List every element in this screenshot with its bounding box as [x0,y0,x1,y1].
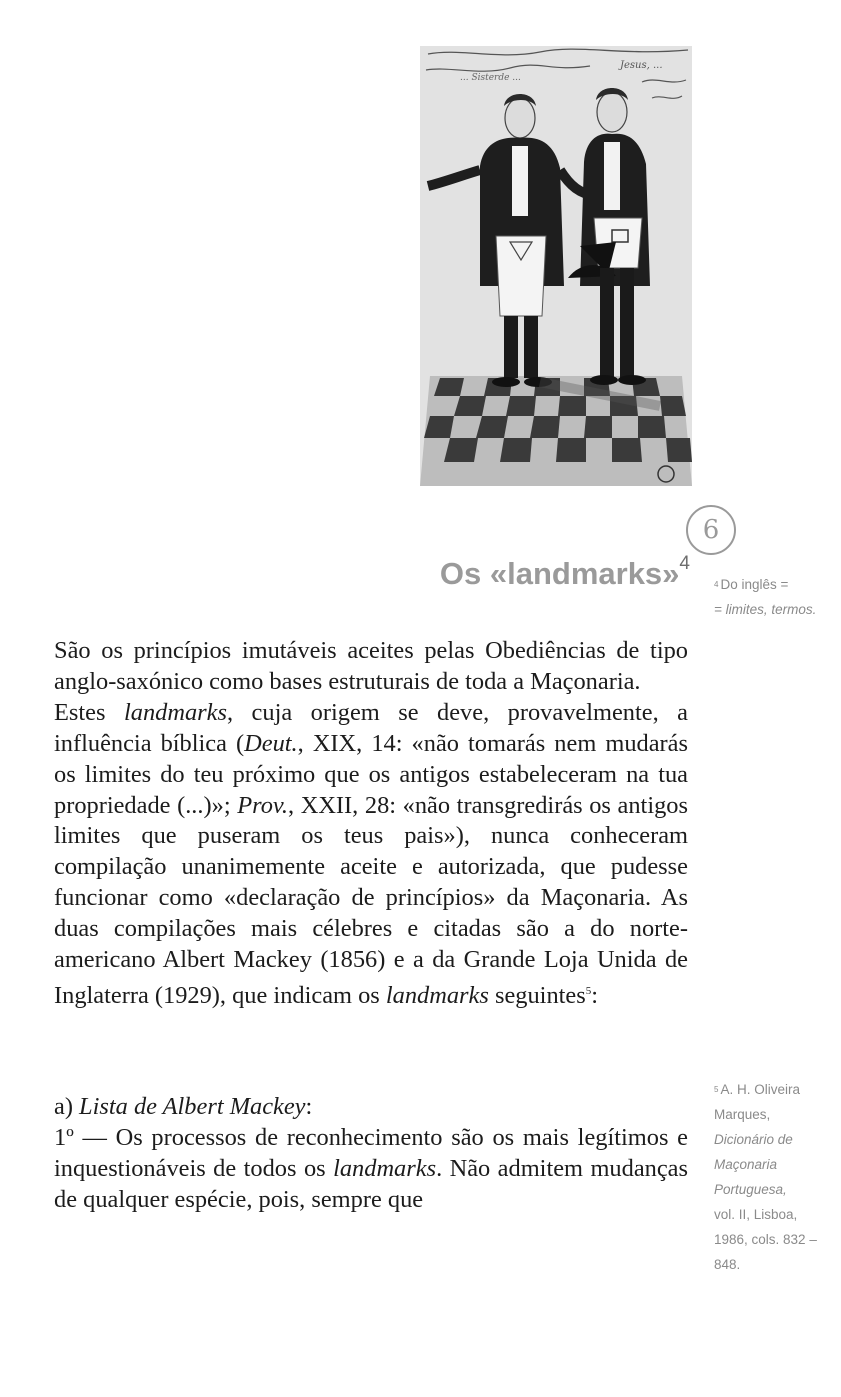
list-heading [54,1092,688,1123]
paragraph-1: São os princípios imutáveis aceites pelas Obediências de tipo anglo-saxónico como bases estruturais de toda a Maçonaria. [54,637,688,695]
body-text [54,636,688,1216]
handwriting-line-2: ... Sisterde ... [460,73,521,83]
text-run: , XIX, 14: «não tomarás nem mudarás os limites do teu próximo que os antigos estabeleceram na tua propriedade (...)»; [54,729,688,819]
footnote-number: 5 [714,1085,719,1094]
footnote-5 [714,1077,824,1277]
paragraph-3 [54,1123,688,1216]
text-run: , cuja origem se deve, provavelmente, a influência bíblica ( [54,698,689,757]
footnote-number: 4 [714,580,719,589]
footnote-author: A. H. Oliveira Marques, [714,1082,800,1122]
italic-citation: Prov. [237,791,288,819]
italic-citation: Deut. [244,729,298,757]
italic-term: landmarks [123,698,227,726]
footnote-4 [714,572,824,622]
text-run: Estes [54,698,124,726]
text-run: a) [54,1093,80,1120]
text-run: : [591,982,599,1010]
text-run: 1º — Os processos de reconhecimento são os mais legítimos e inquestionáveis de todos os [54,1123,688,1182]
text-run: : [305,1093,313,1120]
italic-term: landmarks [385,982,489,1010]
paragraph-gap [54,1012,688,1092]
section-title-text: Os «landmarks» [439,556,680,591]
two-freemasons-drawing [420,46,692,486]
footnote-ref-5: 5 [585,984,592,997]
footnote-details: vol. II, Lisboa, 1986, cols. 832 – 848. [714,1207,817,1272]
footnote-work-title: Dicionário de Maçonaria Portuguesa, [714,1132,793,1197]
section-title [420,552,690,592]
chapter-number-badge: 6 [686,505,736,555]
italic-term: landmarks [333,1154,437,1182]
text-run: . Não admitem mudanças de qualquer espécie, pois, sempre que [54,1154,688,1213]
footnote-ref-4: 4 [679,552,690,574]
footnote-italic-text: = limites, termos. [714,602,817,617]
text-run: , XXII, 28: «não transgredirás os antigos limites que puseram os teus pais»), nunca conheceram compilação unanimemente aceite e autorizada, que pudesse funcionar como «declaração de princípios» da Maçonaria. As duas compilações mais célebres e citadas são a do norte-americano Albert Mackey (1856) e a da Grande Loja Unida de Inglaterra (1929), que indicam os [54,791,688,1010]
footnote-text: Do inglês = [720,577,789,592]
text-run: seguintes [488,982,586,1010]
masonic-illustration [420,46,692,486]
handwriting-line: Jesus, ... [620,60,663,71]
paragraph-2 [54,698,688,1012]
italic-list-title: Lista de Albert Mackey [79,1093,306,1120]
